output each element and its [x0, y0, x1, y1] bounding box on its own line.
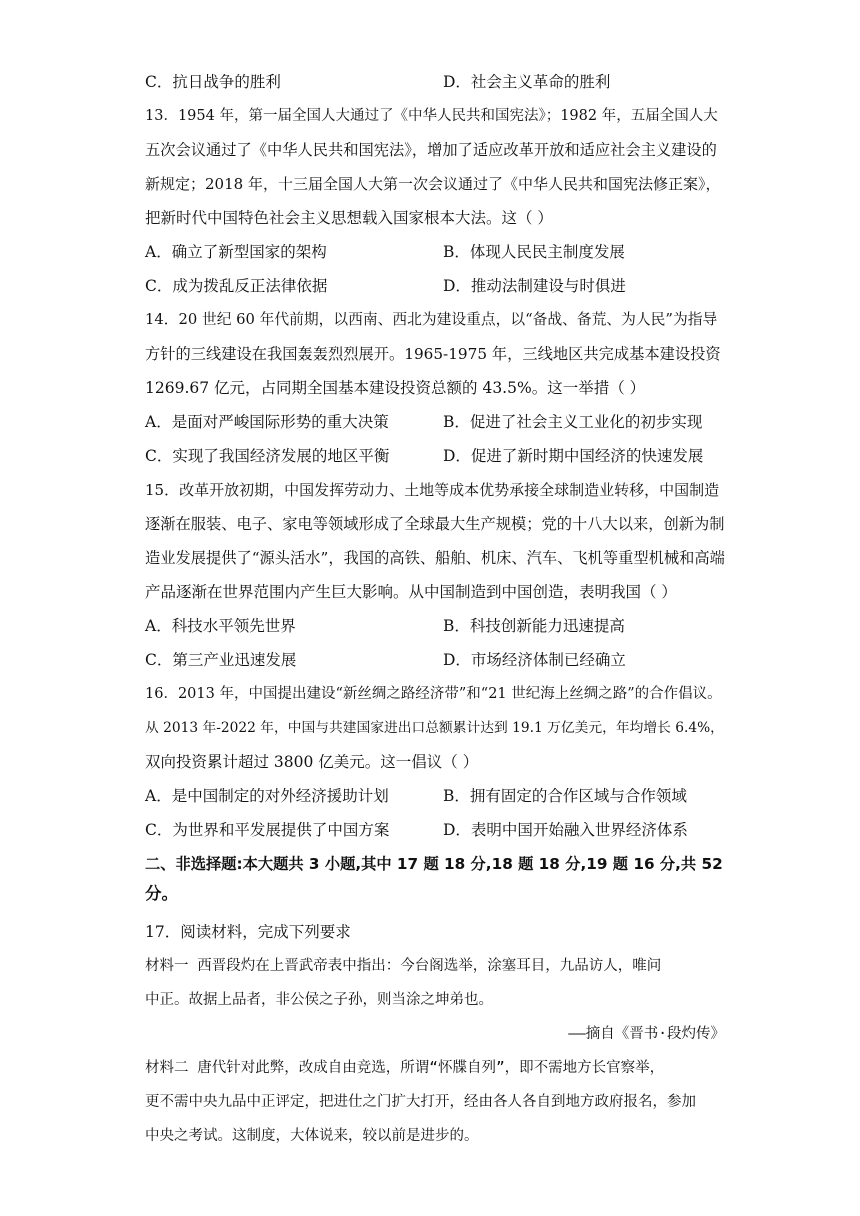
q13-option-d[interactable]: D．推动法制建设与时俱进: [443, 277, 626, 295]
q12-option-c[interactable]: C．抗日战争的胜利: [145, 73, 281, 91]
q16-option-a[interactable]: A．是中国制定的对外经济援助计划: [145, 787, 389, 805]
q13-stem-line: 五次会议通过了《中华人民共和国宪法》，增加了适应改革开放和适应社会主义建设的: [145, 141, 717, 159]
q15-option-a[interactable]: A．科技水平领先世界: [145, 617, 296, 635]
section-heading: 二、非选择题:本大题共 3 小题,其中 17 题 18 分,18 题 18 分,19 题 16 分,共 52: [145, 855, 723, 873]
q15-option-b[interactable]: B．科技创新能力迅速提高: [443, 617, 625, 635]
q13-stem-line: 新规定；2018 年，十三届全国人大第一次会议通过了《中华人民共和国宪法修正案》，: [145, 175, 721, 193]
q14-stem-line: 14．20 世纪 60 年代前期，以西南、西北为建设重点，以“备战、备荒、为人民”为指导: [145, 311, 718, 328]
q13-stem-line: 13．1954 年，第一届全国人大通过了《中华人民共和国宪法》；1982 年，五届全国人大: [145, 108, 718, 124]
q15-option-c[interactable]: C．第三产业迅速发展: [145, 651, 297, 669]
q16-option-b[interactable]: B．拥有固定的合作区域与合作领域: [443, 787, 687, 805]
q16-stem-line: 16．2013 年，中国提出建设“新丝绸之路经济带”和“21 世纪海上丝绸之路”的合作倡议。: [145, 686, 722, 702]
q16-option-d[interactable]: D．表明中国开始融入世界经济体系: [443, 821, 688, 839]
material-two-line: 更不需中央九品中正评定，把进仕之门扩大打开，经由各人各自到地方政府报名，参加: [145, 1094, 696, 1110]
q16-option-c[interactable]: C．为世界和平发展提供了中国方案: [145, 821, 390, 839]
q13-stem-line: 把新时代中国特色社会主义思想载入国家根本大法。这（ ）: [145, 209, 553, 227]
q12-option-d[interactable]: D．社会主义革命的胜利: [443, 73, 611, 91]
q13-option-a[interactable]: A．确立了新型国家的架构: [145, 243, 327, 261]
q14-option-d[interactable]: D．促进了新时期中国经济的快速发展: [443, 447, 704, 465]
q13-option-c[interactable]: C．成为拨乱反正法律依据: [145, 277, 328, 295]
q14-option-b[interactable]: B．促进了社会主义工业化的初步实现: [443, 413, 703, 431]
q13-option-b[interactable]: B．体现人民民主制度发展: [443, 243, 625, 261]
q14-option-c[interactable]: C．实现了我国经济发展的地区平衡: [145, 447, 390, 465]
q16-stem-line: 双向投资累计超过 3800 亿美元。这一倡议（ ）: [145, 753, 479, 771]
material-one-source: ——摘自《晋书·段灼传》: [568, 1026, 725, 1042]
material-one-line: 材料一 西晋段灼在上晋武帝表中指出：今台阁选举，涂塞耳目，九品访人，唯问: [145, 958, 662, 974]
q14-option-a[interactable]: A．是面对严峻国际形势的重大决策: [145, 413, 389, 431]
q14-stem-line: 1269.67 亿元，占同期全国基本建设投资总额的 43.5%。这一举措（ ）: [145, 379, 646, 397]
material-one-line: 中正。故据上品者，非公侯之子孙，则当涂之坤弟也。: [145, 992, 493, 1008]
q15-stem-line: 逐渐在服装、电子、家电等领域形成了全球最大生产规模；党的十八大以来，创新为制: [145, 515, 725, 533]
material-two-line: 中央之考试。这制度，大体说来，较以前是进步的。: [145, 1128, 479, 1144]
q16-stem-line: 从 2013 年-2022 年，中国与共建国家进出口总额累计达到 19.1 万亿美元，年均增长 6.4%，: [145, 720, 724, 736]
q15-stem-line: 15．改革开放初期，中国发挥劳动力、土地等成本优势承接全球制造业转移，中国制造: [145, 481, 720, 499]
q17-stem: 17．阅读材料，完成下列要求: [145, 923, 351, 941]
q14-stem-line: 方针的三线建设在我国轰轰烈烈展开。1965-1975 年，三线地区共完成基本建设投资: [145, 345, 721, 363]
material-two-line: 材料二 唐代针对此弊，改成自由竞选，所谓“怀牒自列”，即不需地方长官察举，: [145, 1060, 665, 1076]
q15-stem-line: 造业发展提供了“源头活水”，我国的高铁、船舶、机床、汽车、飞机等重型机械和高端: [145, 549, 725, 567]
q15-option-d[interactable]: D．市场经济体制已经确立: [443, 651, 626, 669]
q15-stem-line: 产品逐渐在世界范围内产生巨大影响。从中国制造到中国创造，表明我国（ ）: [145, 583, 677, 601]
section-heading-cont: 分。: [145, 884, 178, 903]
